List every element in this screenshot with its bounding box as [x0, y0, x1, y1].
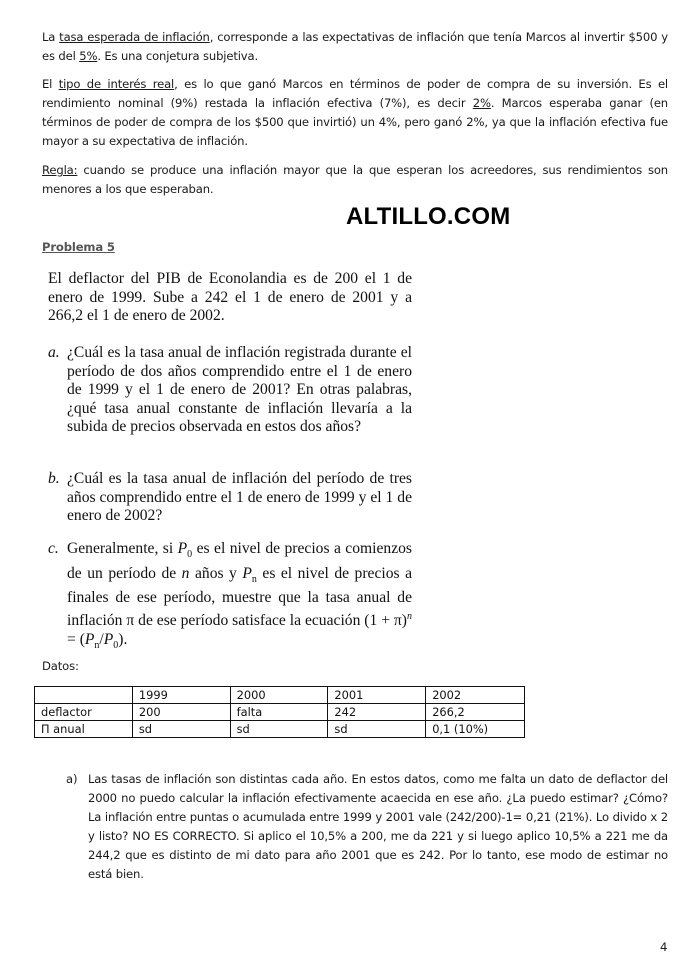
paragraph-real-interest: [42, 75, 668, 151]
text: Generalmente, si: [67, 540, 178, 557]
text: años y: [189, 564, 243, 582]
table-cell: sd: [230, 721, 328, 738]
table-cell: 2001: [328, 687, 426, 704]
text: es el nivel de precios a finales de ese período, muestre que la tasa anual de inflación π de ese período satisface la ecuación (1 + π): [67, 564, 412, 630]
table-cell: 1999: [132, 687, 230, 704]
answer-a-text: Las tasas de inflación son distintas cada año. En estos datos, como me falta un dato de deflactor del 2000 no puedo calcular la inflación efectivamente acaecida en ese año. ¿La puedo estimar? ¿Cómo? La inflación entre puntas o acumulada entre 1999 y 2001 vale (242/200)-1= 0,21 (21%). Lo divido x 2 y listo? NO ES CORRECTO. Si aplico el 10,5% a 200, me da 221 y si luego aplico 10,5% a 221 me da 244,2 que es distinto de mi dato para año 2001 que es 242. Por lo tanto, ese modo de estimar no está bien.: [88, 772, 668, 881]
text: . Es una conjetura subjetiva.: [97, 49, 259, 63]
table-row: [35, 704, 525, 721]
problem-heading: [42, 238, 115, 257]
symbol-n: n: [181, 564, 190, 582]
table-cell: 2002: [426, 687, 525, 704]
text: ).: [118, 630, 128, 648]
question-c-text: [67, 540, 412, 655]
value-real-interest: 2%: [472, 96, 491, 110]
text: La: [42, 30, 60, 44]
subscript: 0: [113, 639, 119, 651]
question-c-label: c.: [48, 540, 59, 557]
question-a-text: ¿Cuál es la tasa anual de inflación registrada durante el período de dos años comprendido entre el 1 de enero de 1999 y el 1 de enero de 2001? En otras palabras, ¿qué tasa anual constante de inflación llevaría a la subida de precios observada en estos dos años?: [67, 344, 412, 436]
data-table: [34, 686, 525, 738]
text: . Marcos esperaba ganar (en términos de poder de compra de los $500 que invirtió) un 4%, pero ganó 2%, ya que la inflación efectiva fue mayor a su expectativa de inflación.: [42, 96, 669, 148]
problem-statement: El deflactor del PIB de Econolandia es de 200 el 1 de enero de 1999. Sube a 242 el 1 de enero de 2001 y a 266,2 el 1 de enero de 2002.: [48, 270, 412, 325]
table-cell: sd: [132, 721, 230, 738]
subscript: n: [94, 639, 100, 651]
table-cell: 242: [328, 704, 426, 721]
table-row: [35, 721, 525, 738]
paragraph-expected-inflation: [42, 28, 668, 66]
term-real-interest: tipo de interés real: [58, 77, 175, 91]
symbol-pn: P: [84, 630, 95, 648]
problem-heading-text: Problema 5: [42, 240, 115, 254]
table-cell: Π anual: [35, 721, 133, 738]
subscript: 0: [187, 549, 193, 561]
table-cell: falta: [230, 704, 328, 721]
text: es el nivel de precios a comienzos de un período de: [67, 540, 412, 582]
watermark: ALTILLO.COM: [346, 203, 511, 230]
table-cell: sd: [328, 721, 426, 738]
table-cell: 266,2: [426, 704, 525, 721]
symbol-p0: P: [103, 630, 114, 648]
question-b-text: ¿Cuál es la tasa anual de inflación del período de tres años comprendido entre el 1 de enero de 1999 y el 1 de enero de 2002?: [67, 470, 412, 525]
text: /: [99, 630, 104, 648]
symbol-p0: P: [177, 540, 188, 557]
exponent: n: [407, 611, 412, 622]
table-cell: [35, 687, 133, 704]
text: cuando se produce una inflación mayor que la que esperan los acreedores, sus rendimientos son menores a los que esperaban.: [42, 163, 668, 196]
value-expected-inflation: 5%: [79, 49, 98, 63]
text: El: [42, 77, 59, 91]
text: , es lo que ganó Marcos en términos de poder de compra de su inversión. Es el rendimiento nominal (9%) restada la inflación efectiva (7%), es decir: [42, 77, 669, 110]
text: = (: [67, 630, 85, 648]
text: , corresponde a las expectativas de inflación que tenía Marcos al invertir $500 y es del: [42, 30, 668, 63]
symbol-pn: P: [242, 564, 252, 582]
answer-a-label: a): [66, 772, 78, 786]
term-expected-inflation: tasa esperada de inflación: [59, 30, 210, 44]
question-a-label: a.: [48, 344, 60, 361]
table-cell: deflactor: [35, 704, 133, 721]
question-b-label: b.: [48, 470, 60, 487]
term-rule: Regla:: [42, 163, 78, 177]
datos-label: Datos:: [42, 659, 79, 673]
table-cell: 2000: [230, 687, 328, 704]
table-cell: 200: [132, 704, 230, 721]
table-cell: 0,1 (10%): [426, 721, 525, 738]
subscript: n: [251, 573, 257, 585]
paragraph-rule: [42, 161, 668, 199]
table-header-row: [35, 687, 525, 704]
page-number: 4: [660, 940, 668, 954]
